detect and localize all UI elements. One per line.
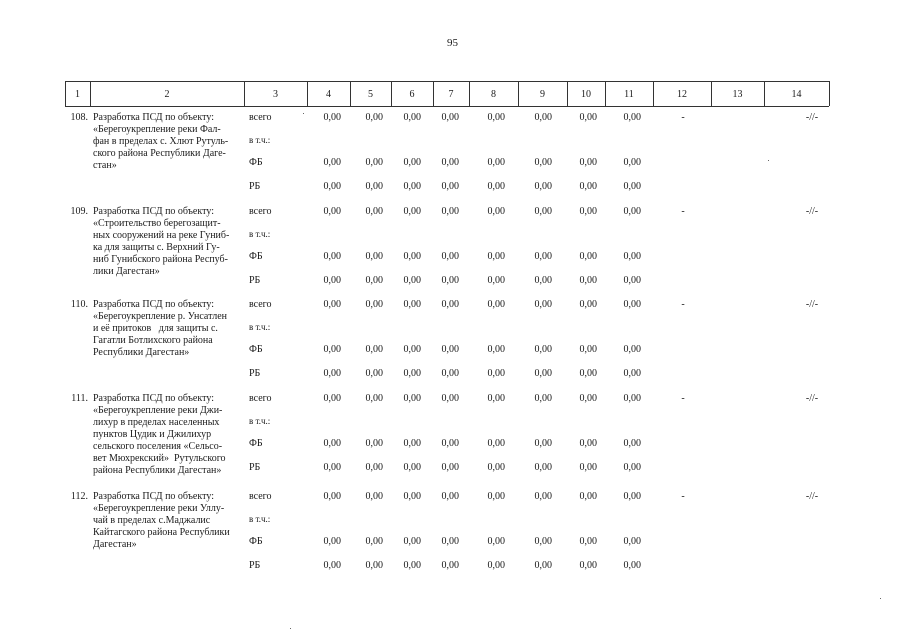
project-description-line: Республики Дагестан» [93,347,190,358]
amount-cell: 0,00 [323,491,341,502]
col12-dash: - [681,206,685,217]
amount-cell: 0,00 [323,112,341,123]
amount-cell: 0,00 [365,112,383,123]
amount-cell: 0,00 [365,560,383,571]
funding-source-label: ФБ [249,157,263,168]
amount-cell: 0,00 [534,112,552,123]
amount-cell: 0,00 [323,251,341,262]
table-rule [65,81,829,82]
amount-cell: 0,00 [579,112,597,123]
amount-cell: 0,00 [579,438,597,449]
column-header: 10 [581,89,591,100]
amount-cell: 0,00 [403,206,421,217]
funding-source-label: всего [249,393,272,404]
funding-source-label: РБ [249,275,261,286]
project-description-line: Кайтагского района Республики [93,527,230,538]
amount-cell: 0,00 [323,560,341,571]
amount-cell: 0,00 [403,112,421,123]
funding-source-label: в т.ч.: [249,229,271,239]
amount-cell: 0,00 [623,344,641,355]
project-description-line: и её притоков для защиты с. [93,323,218,334]
funding-source-label: ФБ [249,536,263,547]
row-number: 109. [70,206,88,217]
amount-cell: 0,00 [365,462,383,473]
column-header: 8 [491,89,496,100]
project-description-line: пунктов Цудик и Джилихур [93,429,212,440]
amount-cell: 0,00 [441,299,459,310]
amount-cell: 0,00 [365,344,383,355]
amount-cell: 0,00 [579,299,597,310]
amount-cell: 0,00 [623,536,641,547]
amount-cell: 0,00 [579,157,597,168]
amount-cell: 0,00 [365,491,383,502]
amount-cell: 0,00 [365,299,383,310]
table-rule [65,106,829,107]
amount-cell: 0,00 [534,491,552,502]
amount-cell: 0,00 [534,251,552,262]
project-description-line: «Берегоукрепление р. Унсатлен [93,311,228,322]
project-description-line: ных сооружений на реке Гуниб- [93,230,230,241]
amount-cell: 0,00 [323,275,341,286]
project-description-line: «Строительство берегозащит- [93,218,221,229]
col14-ditto: -//- [805,112,819,123]
project-description-line: стан» [93,160,117,171]
amount-cell: 0,00 [441,344,459,355]
page-number: 95 [447,37,458,49]
amount-cell: 0,00 [487,299,505,310]
amount-cell: 0,00 [403,299,421,310]
amount-cell: 0,00 [403,536,421,547]
amount-cell: 0,00 [623,368,641,379]
amount-cell: 0,00 [579,560,597,571]
amount-cell: 0,00 [534,206,552,217]
amount-cell: 0,00 [487,206,505,217]
amount-cell: 0,00 [441,491,459,502]
amount-cell: 0,00 [487,275,505,286]
amount-cell: 0,00 [487,251,505,262]
col14-ditto: -//- [805,393,819,404]
project-description-line: ского района Республики Даге- [93,148,226,159]
amount-cell: 0,00 [534,344,552,355]
amount-cell: 0,00 [441,462,459,473]
amount-cell: 0,00 [487,438,505,449]
amount-cell: 0,00 [487,491,505,502]
amount-cell: 0,00 [403,368,421,379]
funding-source-label: всего [249,112,272,123]
amount-cell: 0,00 [623,251,641,262]
amount-cell: 0,00 [441,275,459,286]
amount-cell: 0,00 [534,462,552,473]
amount-cell: 0,00 [403,560,421,571]
amount-cell: 0,00 [365,393,383,404]
amount-cell: 0,00 [403,275,421,286]
project-description-line: Разработка ПСД по объекту: [93,112,214,123]
amount-cell: 0,00 [365,181,383,192]
project-description-line: чай в пределах с.Маджалис [93,515,211,526]
amount-cell: 0,00 [623,181,641,192]
amount-cell: 0,00 [323,462,341,473]
amount-cell: 0,00 [403,393,421,404]
project-description-line: района Республики Дагестан» [93,465,222,476]
amount-cell: 0,00 [365,368,383,379]
amount-cell: 0,00 [365,275,383,286]
amount-cell: 0,00 [441,438,459,449]
col12-dash: - [681,112,685,123]
funding-source-label: всего [249,299,272,310]
funding-source-label: РБ [249,368,261,379]
project-description-line: ниб Гунибского района Респуб- [93,254,228,265]
funding-source-label: всего [249,206,272,217]
amount-cell: 0,00 [323,368,341,379]
funding-source-label: всего [249,491,272,502]
amount-cell: 0,00 [441,112,459,123]
funding-source-label: ФБ [249,251,263,262]
funding-source-label: РБ [249,560,261,571]
amount-cell: 0,00 [579,251,597,262]
amount-cell: 0,00 [487,344,505,355]
project-description-line: Разработка ПСД по объекту: [93,491,214,502]
funding-source-label: в т.ч.: [249,135,271,145]
funding-source-label: РБ [249,181,261,192]
project-description-line: лики Дагестан» [93,266,160,277]
col12-dash: - [681,299,685,310]
amount-cell: 0,00 [323,157,341,168]
column-header: 13 [732,89,743,100]
header-column-rule [829,81,830,106]
col14-ditto: -//- [805,206,819,217]
amount-cell: 0,00 [623,275,641,286]
amount-cell: 0,00 [487,536,505,547]
column-header: 1 [75,89,80,100]
amount-cell: 0,00 [487,157,505,168]
amount-cell: 0,00 [441,536,459,547]
column-header: 12 [677,89,687,100]
amount-cell: 0,00 [323,393,341,404]
amount-cell: 0,00 [534,275,552,286]
amount-cell: 0,00 [579,344,597,355]
column-header: 4 [326,89,331,100]
amount-cell: 0,00 [534,560,552,571]
project-description-line: Разработка ПСД по объекту: [93,206,214,217]
amount-cell: 0,00 [623,393,641,404]
project-description-line: Гагатли Ботлихского района [93,335,213,346]
amount-cell: 0,00 [579,275,597,286]
amount-cell: 0,00 [623,560,641,571]
amount-cell: 0,00 [403,462,421,473]
amount-cell: 0,00 [403,438,421,449]
project-description-line: «Берегоукрепление реки Уллу- [93,503,225,514]
project-description-line: ка для защиты с. Верхний Гу- [93,242,220,253]
amount-cell: 0,00 [403,157,421,168]
amount-cell: 0,00 [534,299,552,310]
scan-speck [290,628,291,629]
amount-cell: 0,00 [365,251,383,262]
col14-ditto: -//- [805,299,819,310]
funding-source-label: РБ [249,462,261,473]
amount-cell: 0,00 [487,560,505,571]
row-number: 112. [70,491,88,502]
funding-source-label: в т.ч.: [249,514,271,524]
scan-speck [303,113,304,114]
amount-cell: 0,00 [534,438,552,449]
column-header: 7 [448,89,454,100]
amount-cell: 0,00 [579,462,597,473]
amount-cell: 0,00 [534,181,552,192]
amount-cell: 0,00 [487,368,505,379]
column-header: 9 [540,89,545,100]
project-description-line: «Берегоукрепление реки Фал- [93,124,221,135]
amount-cell: 0,00 [534,536,552,547]
amount-cell: 0,00 [323,438,341,449]
amount-cell: 0,00 [403,181,421,192]
funding-source-label: ФБ [249,438,263,449]
amount-cell: 0,00 [441,560,459,571]
amount-cell: 0,00 [365,536,383,547]
column-header: 3 [273,89,278,100]
project-description-line: «Берегоукрепление реки Джи- [93,405,223,416]
amount-cell: 0,00 [487,462,505,473]
amount-cell: 0,00 [441,181,459,192]
amount-cell: 0,00 [441,251,459,262]
amount-cell: 0,00 [579,206,597,217]
amount-cell: 0,00 [623,491,641,502]
amount-cell: 0,00 [441,393,459,404]
column-header: 11 [624,89,634,100]
amount-cell: 0,00 [441,206,459,217]
project-description-line: сельского поселения «Сельсо- [93,441,223,452]
row-number: 111. [71,393,88,404]
col14-ditto: -//- [805,491,819,502]
amount-cell: 0,00 [487,393,505,404]
amount-cell: 0,00 [487,181,505,192]
project-description-line: Дагестан» [93,539,137,550]
amount-cell: 0,00 [623,438,641,449]
funding-source-label: в т.ч.: [249,322,271,332]
amount-cell: 0,00 [579,393,597,404]
amount-cell: 0,00 [487,112,505,123]
amount-cell: 0,00 [365,438,383,449]
col12-dash: - [681,491,685,502]
amount-cell: 0,00 [403,491,421,502]
funding-source-label: в т.ч.: [249,416,271,426]
amount-cell: 0,00 [403,251,421,262]
project-description-line: Разработка ПСД по объекту: [93,393,214,404]
amount-cell: 0,00 [441,368,459,379]
project-description-line: лихур в пределах населенных [93,417,220,428]
amount-cell: 0,00 [534,157,552,168]
column-header: 14 [791,89,802,100]
column-header: 6 [409,89,415,100]
scan-speck [768,160,769,161]
amount-cell: 0,00 [579,491,597,502]
amount-cell: 0,00 [623,112,641,123]
amount-cell: 0,00 [323,181,341,192]
amount-cell: 0,00 [534,393,552,404]
row-number: 110. [70,299,88,310]
amount-cell: 0,00 [579,368,597,379]
amount-cell: 0,00 [534,368,552,379]
amount-cell: 0,00 [623,462,641,473]
amount-cell: 0,00 [623,206,641,217]
amount-cell: 0,00 [323,206,341,217]
funding-source-label: ФБ [249,344,263,355]
row-number: 108. [70,112,88,123]
column-header: 5 [368,89,373,100]
project-description-line: вет Мюхрекский» Рутульского [93,453,226,464]
amount-cell: 0,00 [323,344,341,355]
project-description-line: фан в пределах с. Хлют Рутуль- [93,136,229,147]
amount-cell: 0,00 [623,299,641,310]
column-header: 2 [164,89,170,100]
amount-cell: 0,00 [365,157,383,168]
amount-cell: 0,00 [323,536,341,547]
scan-speck [880,598,881,599]
amount-cell: 0,00 [623,157,641,168]
project-description-line: Разработка ПСД по объекту: [93,299,214,310]
col12-dash: - [681,393,685,404]
amount-cell: 0,00 [365,206,383,217]
amount-cell: 0,00 [323,299,341,310]
amount-cell: 0,00 [403,344,421,355]
amount-cell: 0,00 [579,536,597,547]
amount-cell: 0,00 [579,181,597,192]
amount-cell: 0,00 [441,157,459,168]
